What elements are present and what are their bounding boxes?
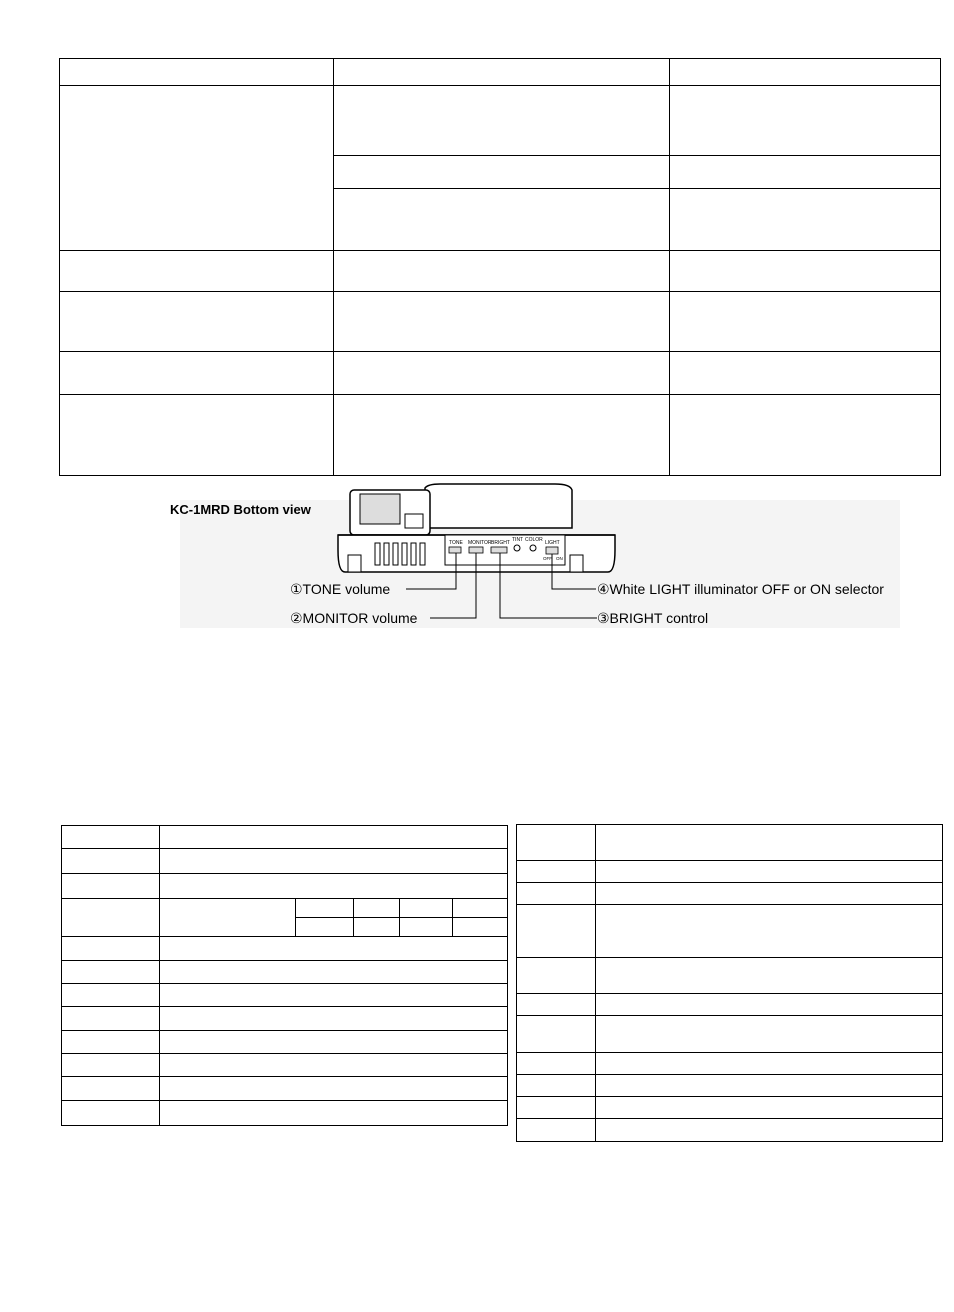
tone-slider bbox=[449, 547, 461, 553]
table-row bbox=[517, 825, 943, 861]
bright-dial bbox=[491, 547, 507, 553]
table-row bbox=[517, 958, 943, 994]
callout-light-selector: ④White LIGHT illuminator OFF or ON selector bbox=[597, 581, 884, 597]
spec-subtable bbox=[160, 899, 508, 936]
table-row bbox=[62, 984, 508, 1007]
tone-label: TONE bbox=[449, 540, 463, 546]
table-row bbox=[517, 1119, 943, 1142]
table-row bbox=[60, 395, 941, 476]
foot-right bbox=[570, 555, 583, 572]
light-on-label: ON bbox=[556, 556, 563, 561]
tint-label: TINT bbox=[512, 537, 524, 543]
table-row bbox=[62, 1007, 508, 1031]
hook-switch bbox=[360, 494, 400, 524]
callout-bright-control: ③BRIGHT control bbox=[597, 610, 709, 626]
device-drawing bbox=[160, 480, 920, 630]
table-row bbox=[517, 861, 943, 883]
light-label: LIGHT bbox=[545, 540, 560, 546]
table-row bbox=[62, 849, 508, 874]
table-row bbox=[62, 899, 508, 937]
spec-table-right bbox=[516, 824, 943, 1142]
table-row bbox=[62, 961, 508, 984]
table-row bbox=[60, 86, 941, 156]
table-row bbox=[517, 1075, 943, 1097]
foot-left bbox=[348, 555, 361, 572]
tint-knob bbox=[514, 545, 520, 551]
figure-title: KC-1MRD Bottom view bbox=[170, 502, 311, 517]
table-row bbox=[62, 826, 508, 849]
light-switch bbox=[546, 547, 558, 554]
bright-label: BRIGHT bbox=[491, 540, 510, 546]
table-row bbox=[517, 994, 943, 1016]
handset-top bbox=[425, 484, 572, 528]
monitor-slider bbox=[469, 547, 483, 553]
monitor-label: MONITOR bbox=[468, 540, 492, 546]
callout-tone-volume: ①TONE volume bbox=[290, 581, 391, 597]
latch bbox=[405, 514, 423, 528]
callout-monitor-volume: ②MONITOR volume bbox=[290, 610, 418, 626]
table-row bbox=[62, 874, 508, 899]
table-row bbox=[517, 905, 943, 958]
table-row bbox=[60, 59, 941, 86]
table-row bbox=[60, 352, 941, 395]
table-row bbox=[62, 937, 508, 961]
table-row bbox=[60, 292, 941, 352]
table-row bbox=[517, 1016, 943, 1053]
table-row bbox=[62, 1054, 508, 1077]
light-off-label: OFF bbox=[543, 556, 552, 561]
spec-table-left bbox=[61, 825, 508, 1126]
color-knob bbox=[530, 545, 536, 551]
table-row bbox=[62, 1101, 508, 1126]
table-row bbox=[60, 251, 941, 292]
color-label: COLOR bbox=[525, 537, 543, 543]
table-row bbox=[517, 1053, 943, 1075]
table-row bbox=[517, 1097, 943, 1119]
table-row bbox=[62, 1077, 508, 1101]
table-row bbox=[517, 883, 943, 905]
device-bottom-view-figure bbox=[160, 480, 920, 630]
top-table bbox=[59, 58, 941, 476]
table-row bbox=[62, 1031, 508, 1054]
